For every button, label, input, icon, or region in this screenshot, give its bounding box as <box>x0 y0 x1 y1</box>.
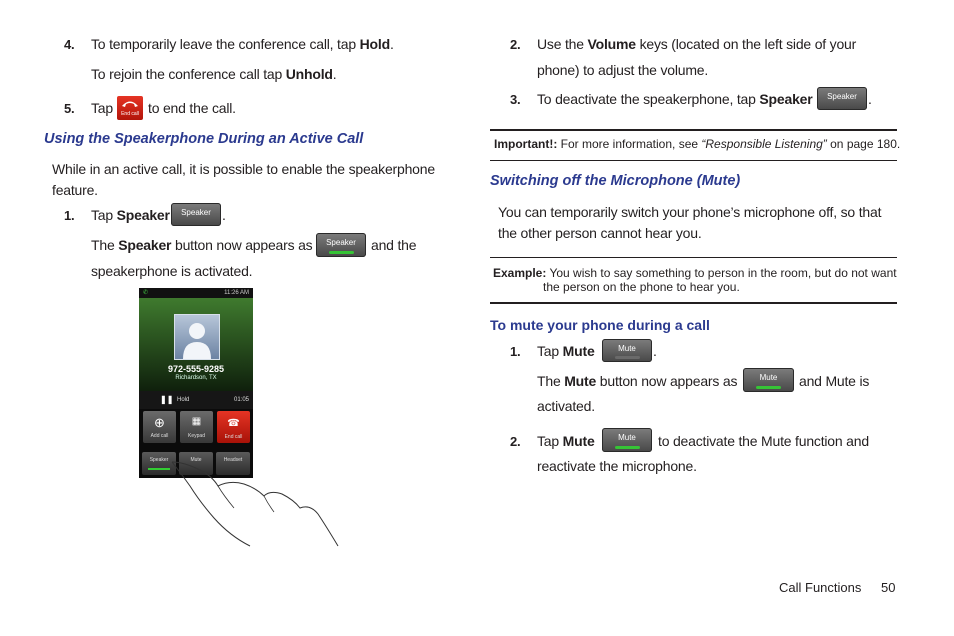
example-note-line-1: Example: You wish to say something to person in the room, but do not want <box>493 266 897 280</box>
active-indicator <box>756 386 782 389</box>
caller-location: Richardson, TX <box>175 375 217 381</box>
step-3 <box>510 86 520 113</box>
important-bottom-rule <box>490 160 897 161</box>
person-icon <box>175 315 219 359</box>
speaker-appears-line-2: speakerphone is activated. <box>91 263 253 279</box>
step-number: 4. <box>64 37 75 52</box>
subheading-mute-procedure: To mute your phone during a call <box>490 317 710 333</box>
step-number: 3. <box>510 92 521 107</box>
add-call-button: ⊕ Add call <box>143 411 176 443</box>
step-number: 2. <box>510 37 521 52</box>
step-number: 1. <box>64 208 75 223</box>
speaker-keyword: Speaker <box>118 237 172 253</box>
step-4-text: To temporarily leave the conference call, tap Hold. <box>91 36 394 52</box>
rejoin-text: To rejoin the conference call tap Unhold. <box>91 66 337 82</box>
mute-step-1 <box>510 338 520 365</box>
step-3-period: . <box>868 91 872 107</box>
mute-keyword: Mute <box>562 433 595 449</box>
important-label: Important!: <box>494 137 558 151</box>
mute-intro-line-2: the other person cannot hear you. <box>498 225 702 241</box>
page-number: 50 <box>881 580 896 595</box>
volume-keyword: Volume <box>587 36 636 52</box>
phone-hangup-icon <box>121 99 139 109</box>
example-top-rule <box>490 257 897 258</box>
inactive-indicator <box>615 356 640 359</box>
mute-keyword: Mute <box>564 373 597 389</box>
active-indicator <box>329 251 354 254</box>
mute-appears-tail: and Mute is <box>799 373 870 389</box>
step-1 <box>64 202 74 229</box>
speaker-button-active-icon: Speaker <box>316 233 366 257</box>
unhold-keyword: Unhold <box>285 66 333 82</box>
keypad-button: ▦ Keypad <box>180 411 213 443</box>
phone-speaker-button: Speaker <box>142 452 176 475</box>
reference-link: “Responsible Listening” <box>701 137 827 151</box>
phone-headset-button: Headset <box>216 452 250 475</box>
mute-step-1-period: . <box>653 343 657 359</box>
speaker-button-icon: Speaker <box>171 203 221 226</box>
end-call-button: ☎ End call <box>217 411 250 443</box>
hold-bar: ❚❚ Hold 01:05 <box>139 391 253 409</box>
footer-section-title: Call Functions <box>779 580 862 595</box>
mute-step-1-text: Tap Mute <box>537 343 595 359</box>
active-indicator <box>615 446 640 449</box>
step-2 <box>510 31 520 58</box>
call-info-area <box>139 298 253 391</box>
step-number: 5. <box>64 101 75 116</box>
speaker-button-icon: Speaker <box>817 87 867 110</box>
plus-icon: ⊕ <box>154 415 165 430</box>
speaker-appears-text: The Speaker button now appears as <box>91 237 313 253</box>
step-number: 1. <box>510 344 521 359</box>
important-note: Important!: For more information, see “Responsible Listening” on page 180. <box>494 137 901 151</box>
intro-line-1: While in an active call, it is possible to enable the speakerphone <box>52 161 435 177</box>
mute-step-2-text-b: to deactivate the Mute function and <box>658 433 869 449</box>
tapping-hand-illustration <box>160 456 345 551</box>
mute-button-active-icon: Mute <box>743 368 794 392</box>
mute-button-icon: Mute <box>602 339 652 362</box>
step-number: 2. <box>510 434 521 449</box>
call-status-icon: ✆ <box>143 290 149 296</box>
speaker-keyword: Speaker <box>759 91 813 107</box>
hold-keyword: Hold <box>359 36 390 52</box>
step-2-line-2: phone) to adjust the volume. <box>537 62 709 78</box>
caller-number: 972-555-9285 <box>167 364 225 374</box>
mute-button-active-icon: Mute <box>602 428 652 452</box>
step-1-period: . <box>222 207 226 223</box>
section-heading-mute: Switching off the Microphone (Mute) <box>490 173 741 189</box>
speaker-keyword: Speaker <box>116 207 170 223</box>
speaker-appears-tail: and the <box>371 237 417 253</box>
mute-keyword: Mute <box>562 343 595 359</box>
step-5 <box>64 95 74 122</box>
phone-mute-button: Mute <box>179 452 213 475</box>
mute-appears-line-2: activated. <box>537 398 595 414</box>
step-2-text: Use the Volume keys (located on the left side of your <box>537 36 857 52</box>
step-1-text: Tap Speaker <box>91 207 170 223</box>
step-5-text-b: to end the call. <box>148 100 236 116</box>
section-heading-speakerphone: Using the Speakerphone During an Active Call <box>44 131 364 147</box>
phone-hangup-icon: ☎ <box>227 418 240 429</box>
step-4 <box>64 31 74 58</box>
pause-icon: ❚❚ <box>160 395 174 404</box>
mute-step-2-text-a: Tap Mute <box>537 433 595 449</box>
important-top-rule <box>490 129 897 131</box>
step-5-text-a: Tap <box>91 100 113 116</box>
mute-step-2-line-2: reactivate the microphone. <box>537 458 697 474</box>
keypad-icon: ▦ <box>191 416 202 427</box>
intro-line-2: feature. <box>52 182 98 198</box>
step-3-text: To deactivate the speakerphone, tap Speaker <box>537 91 813 107</box>
example-note-line-2: the person on the phone to hear you. <box>543 280 740 294</box>
mute-intro-line-1: You can temporarily switch your phone’s microphone off, so that <box>498 204 882 220</box>
mute-step-2 <box>510 428 520 455</box>
example-label: Example: <box>493 266 547 280</box>
end-call-icon: End call <box>117 96 143 120</box>
contact-avatar <box>174 314 220 360</box>
status-bar: ✆ 11:26 AM <box>139 288 253 298</box>
example-bottom-rule <box>490 302 897 304</box>
phone-screen-illustration <box>139 288 253 478</box>
mute-appears-text: The Mute button now appears as <box>537 373 738 389</box>
